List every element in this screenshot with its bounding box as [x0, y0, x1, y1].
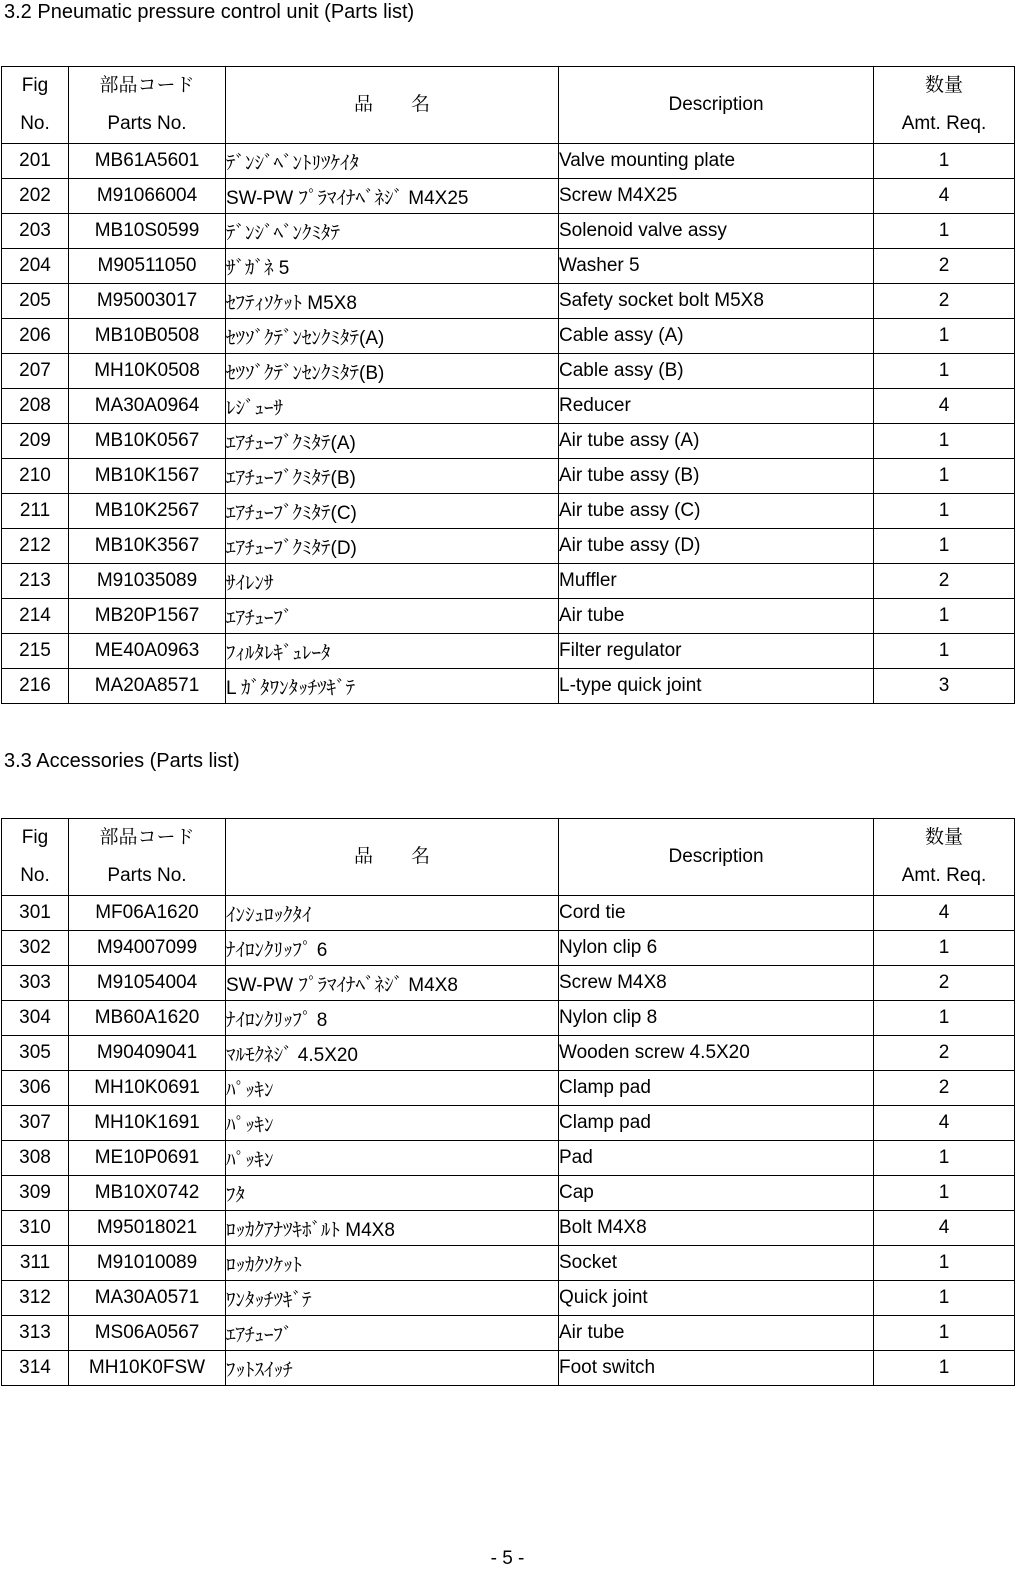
cell-description: Nylon clip 6	[559, 931, 874, 966]
cell-parts-no: MB10K1567	[69, 459, 226, 494]
cell-part-name: ﾌﾀ	[226, 1176, 559, 1211]
cell-parts-no: MS06A0567	[69, 1316, 226, 1351]
cell-fig-no: 307	[2, 1106, 69, 1141]
table-row	[2, 669, 1015, 704]
cell-amount: 1	[874, 599, 1015, 634]
table-row	[2, 931, 1015, 966]
header-description: Description	[559, 67, 874, 144]
cell-fig-no: 215	[2, 634, 69, 669]
header-part-name: 品 名	[226, 67, 559, 144]
cell-description: Air tube	[559, 599, 874, 634]
table-row	[2, 319, 1015, 354]
cell-parts-no: MA30A0964	[69, 389, 226, 424]
cell-part-name: ﾃﾞﾝｼﾞﾍﾞﾝｸﾐﾀﾃ	[226, 214, 559, 249]
table-header-row	[2, 67, 1015, 144]
cell-parts-no: MB10X0742	[69, 1176, 226, 1211]
table-row	[2, 1001, 1015, 1036]
cell-description: Clamp pad	[559, 1071, 874, 1106]
cell-parts-no: ME40A0963	[69, 634, 226, 669]
cell-parts-no: M90511050	[69, 249, 226, 284]
cell-description: Cord tie	[559, 896, 874, 931]
header-parts-no: 部品コード Parts No.	[69, 67, 226, 144]
cell-parts-no: MH10K1691	[69, 1106, 226, 1141]
table-row	[2, 1036, 1015, 1071]
cell-parts-no: M95003017	[69, 284, 226, 319]
cell-fig-no: 209	[2, 424, 69, 459]
cell-description: Nylon clip 8	[559, 1001, 874, 1036]
cell-description: Muffler	[559, 564, 874, 599]
cell-fig-no: 204	[2, 249, 69, 284]
table-row	[2, 459, 1015, 494]
cell-amount: 1	[874, 459, 1015, 494]
cell-fig-no: 205	[2, 284, 69, 319]
cell-part-name: ﾛｯｶｸｱﾅﾂｷﾎﾞﾙﾄ M4X8	[226, 1211, 559, 1246]
cell-part-name: ｾﾂｿﾞｸﾃﾞﾝｾﾝｸﾐﾀﾃ(B)	[226, 354, 559, 389]
cell-amount: 1	[874, 1246, 1015, 1281]
header-amount: 数量 Amt. Req.	[874, 67, 1015, 144]
cell-parts-no: MA20A8571	[69, 669, 226, 704]
cell-description: Air tube assy (B)	[559, 459, 874, 494]
cell-parts-no: MB10K3567	[69, 529, 226, 564]
table-row	[2, 389, 1015, 424]
cell-amount: 4	[874, 179, 1015, 214]
cell-parts-no: M94007099	[69, 931, 226, 966]
cell-description: Quick joint	[559, 1281, 874, 1316]
cell-part-name: ｻﾞｶﾞﾈ 5	[226, 249, 559, 284]
cell-parts-no: MB10S0599	[69, 214, 226, 249]
cell-part-name: ｴｱﾁｭｰﾌﾞｸﾐﾀﾃ(A)	[226, 424, 559, 459]
cell-amount: 1	[874, 529, 1015, 564]
table-row	[2, 354, 1015, 389]
cell-part-name: ﾅｲﾛﾝｸﾘｯﾌﾟ 8	[226, 1001, 559, 1036]
table-row	[2, 214, 1015, 249]
cell-fig-no: 302	[2, 931, 69, 966]
cell-fig-no: 311	[2, 1246, 69, 1281]
cell-fig-no: 206	[2, 319, 69, 354]
table-row	[2, 1281, 1015, 1316]
header-fig-no: Fig No.	[2, 819, 69, 896]
cell-fig-no: 202	[2, 179, 69, 214]
cell-fig-no: 201	[2, 144, 69, 179]
cell-parts-no: M95018021	[69, 1211, 226, 1246]
cell-part-name: ｲﾝｼｭﾛｯｸﾀｲ	[226, 896, 559, 931]
cell-description: Air tube assy (D)	[559, 529, 874, 564]
cell-description: Air tube assy (A)	[559, 424, 874, 459]
table-row	[2, 144, 1015, 179]
cell-description: Air tube assy (C)	[559, 494, 874, 529]
cell-amount: 1	[874, 144, 1015, 179]
cell-parts-no: MH10K0508	[69, 354, 226, 389]
table-row	[2, 284, 1015, 319]
cell-amount: 1	[874, 424, 1015, 459]
cell-parts-no: MB61A5601	[69, 144, 226, 179]
cell-description: Clamp pad	[559, 1106, 874, 1141]
cell-fig-no: 305	[2, 1036, 69, 1071]
cell-parts-no: MH10K0FSW	[69, 1351, 226, 1386]
cell-description: Cable assy (B)	[559, 354, 874, 389]
table-row	[2, 1211, 1015, 1246]
cell-part-name: ﾜﾝﾀｯﾁﾂｷﾞﾃ	[226, 1281, 559, 1316]
cell-fig-no: 312	[2, 1281, 69, 1316]
cell-description: Valve mounting plate	[559, 144, 874, 179]
cell-fig-no: 304	[2, 1001, 69, 1036]
cell-fig-no: 303	[2, 966, 69, 1001]
cell-description: Filter regulator	[559, 634, 874, 669]
section-title-accessories: 3.3 Accessories (Parts list)	[4, 750, 240, 772]
cell-part-name: ﾏﾙﾓｸﾈｼﾞ 4.5X20	[226, 1036, 559, 1071]
table-row	[2, 179, 1015, 214]
cell-description: Cable assy (A)	[559, 319, 874, 354]
parts-table-pneumatic	[1, 66, 1015, 704]
header-fig-no: Fig No.	[2, 67, 69, 144]
cell-amount: 2	[874, 1036, 1015, 1071]
table-row	[2, 1071, 1015, 1106]
cell-amount: 1	[874, 214, 1015, 249]
table-row	[2, 1351, 1015, 1386]
cell-parts-no: MB60A1620	[69, 1001, 226, 1036]
cell-part-name: ｴｱﾁｭｰﾌﾞ	[226, 1316, 559, 1351]
cell-parts-no: M91066004	[69, 179, 226, 214]
table-row	[2, 1106, 1015, 1141]
cell-part-name: ｴｱﾁｭｰﾌﾞｸﾐﾀﾃ(D)	[226, 529, 559, 564]
cell-amount: 1	[874, 1351, 1015, 1386]
cell-part-name: ｴｱﾁｭｰﾌﾞｸﾐﾀﾃ(C)	[226, 494, 559, 529]
cell-description: Bolt M4X8	[559, 1211, 874, 1246]
cell-amount: 4	[874, 1106, 1015, 1141]
cell-amount: 4	[874, 1211, 1015, 1246]
table-row	[2, 966, 1015, 1001]
cell-parts-no: MB10B0508	[69, 319, 226, 354]
cell-amount: 2	[874, 966, 1015, 1001]
table-row	[2, 1176, 1015, 1211]
cell-description: Safety socket bolt M5X8	[559, 284, 874, 319]
cell-description: Wooden screw 4.5X20	[559, 1036, 874, 1071]
table-row	[2, 1316, 1015, 1351]
cell-part-name: ｴｱﾁｭｰﾌﾞｸﾐﾀﾃ(B)	[226, 459, 559, 494]
cell-description: Socket	[559, 1246, 874, 1281]
cell-parts-no: MB10K2567	[69, 494, 226, 529]
cell-part-name: SW-PW ﾌﾟﾗﾏｲﾅﾍﾞﾈｼﾞ M4X25	[226, 179, 559, 214]
table-row	[2, 494, 1015, 529]
cell-parts-no: MH10K0691	[69, 1071, 226, 1106]
cell-parts-no: M91035089	[69, 564, 226, 599]
cell-amount: 1	[874, 1281, 1015, 1316]
table-row	[2, 529, 1015, 564]
table-row	[2, 599, 1015, 634]
header-description: Description	[559, 819, 874, 896]
cell-part-name: ﾃﾞﾝｼﾞﾍﾞﾝﾄﾘﾂｹｲﾀ	[226, 144, 559, 179]
cell-fig-no: 214	[2, 599, 69, 634]
cell-fig-no: 314	[2, 1351, 69, 1386]
cell-part-name: ﾛｯｶｸｿｹｯﾄ	[226, 1246, 559, 1281]
cell-part-name: ﾚｼﾞｭｰｻ	[226, 389, 559, 424]
cell-amount: 2	[874, 564, 1015, 599]
table-row	[2, 249, 1015, 284]
cell-amount: 1	[874, 931, 1015, 966]
header-parts-no: 部品コード Parts No.	[69, 819, 226, 896]
cell-part-name: ﾊﾟｯｷﾝ	[226, 1106, 559, 1141]
cell-parts-no: M91010089	[69, 1246, 226, 1281]
table-row	[2, 634, 1015, 669]
cell-part-name: ﾌｨﾙﾀﾚｷﾞｭﾚｰﾀ	[226, 634, 559, 669]
cell-parts-no: M91054004	[69, 966, 226, 1001]
cell-parts-no: M90409041	[69, 1036, 226, 1071]
cell-fig-no: 306	[2, 1071, 69, 1106]
cell-amount: 1	[874, 634, 1015, 669]
cell-parts-no: MA30A0571	[69, 1281, 226, 1316]
cell-parts-no: MB20P1567	[69, 599, 226, 634]
table-row	[2, 424, 1015, 459]
page-number: - 5 -	[490, 1548, 525, 1569]
cell-part-name: SW-PW ﾌﾟﾗﾏｲﾅﾍﾞﾈｼﾞ M4X8	[226, 966, 559, 1001]
cell-part-name: ﾅｲﾛﾝｸﾘｯﾌﾟ 6	[226, 931, 559, 966]
cell-amount: 4	[874, 389, 1015, 424]
header-part-name: 品 名	[226, 819, 559, 896]
cell-amount: 1	[874, 1316, 1015, 1351]
cell-fig-no: 216	[2, 669, 69, 704]
table-row	[2, 1246, 1015, 1281]
cell-amount: 2	[874, 1071, 1015, 1106]
cell-fig-no: 203	[2, 214, 69, 249]
cell-fig-no: 308	[2, 1141, 69, 1176]
cell-description: Foot switch	[559, 1351, 874, 1386]
cell-fig-no: 207	[2, 354, 69, 389]
cell-description: Screw M4X25	[559, 179, 874, 214]
cell-part-name: ｾﾌﾃｨｿｹｯﾄ M5X8	[226, 284, 559, 319]
cell-fig-no: 208	[2, 389, 69, 424]
cell-amount: 1	[874, 1001, 1015, 1036]
cell-amount: 1	[874, 494, 1015, 529]
table-header-row	[2, 819, 1015, 896]
cell-fig-no: 310	[2, 1211, 69, 1246]
section-title-pneumatic: 3.2 Pneumatic pressure control unit (Parts list)	[4, 1, 415, 23]
cell-fig-no: 309	[2, 1176, 69, 1211]
cell-description: Washer 5	[559, 249, 874, 284]
cell-amount: 3	[874, 669, 1015, 704]
cell-part-name: ﾌｯﾄｽｲｯﾁ	[226, 1351, 559, 1386]
cell-fig-no: 301	[2, 896, 69, 931]
cell-parts-no: MF06A1620	[69, 896, 226, 931]
cell-part-name: ｾﾂｿﾞｸﾃﾞﾝｾﾝｸﾐﾀﾃ(A)	[226, 319, 559, 354]
cell-fig-no: 213	[2, 564, 69, 599]
cell-part-name: ｻｲﾚﾝｻ	[226, 564, 559, 599]
table-row	[2, 1141, 1015, 1176]
cell-description: Air tube	[559, 1316, 874, 1351]
cell-parts-no: ME10P0691	[69, 1141, 226, 1176]
cell-description: L-type quick joint	[559, 669, 874, 704]
header-amount: 数量 Amt. Req.	[874, 819, 1015, 896]
cell-description: Screw M4X8	[559, 966, 874, 1001]
cell-amount: 1	[874, 354, 1015, 389]
cell-part-name: L ｶﾞﾀﾜﾝﾀｯﾁﾂｷﾞﾃ	[226, 669, 559, 704]
cell-amount: 1	[874, 1176, 1015, 1211]
parts-table-accessories	[1, 818, 1015, 1386]
cell-amount: 2	[874, 249, 1015, 284]
cell-amount: 1	[874, 1141, 1015, 1176]
cell-fig-no: 212	[2, 529, 69, 564]
cell-amount: 4	[874, 896, 1015, 931]
cell-amount: 1	[874, 319, 1015, 354]
cell-part-name: ﾊﾟｯｷﾝ	[226, 1141, 559, 1176]
cell-fig-no: 211	[2, 494, 69, 529]
table-row	[2, 896, 1015, 931]
table-row	[2, 564, 1015, 599]
cell-fig-no: 313	[2, 1316, 69, 1351]
cell-part-name: ｴｱﾁｭｰﾌﾞ	[226, 599, 559, 634]
cell-description: Cap	[559, 1176, 874, 1211]
cell-amount: 2	[874, 284, 1015, 319]
cell-fig-no: 210	[2, 459, 69, 494]
cell-description: Reducer	[559, 389, 874, 424]
cell-part-name: ﾊﾟｯｷﾝ	[226, 1071, 559, 1106]
cell-description: Solenoid valve assy	[559, 214, 874, 249]
cell-description: Pad	[559, 1141, 874, 1176]
cell-parts-no: MB10K0567	[69, 424, 226, 459]
